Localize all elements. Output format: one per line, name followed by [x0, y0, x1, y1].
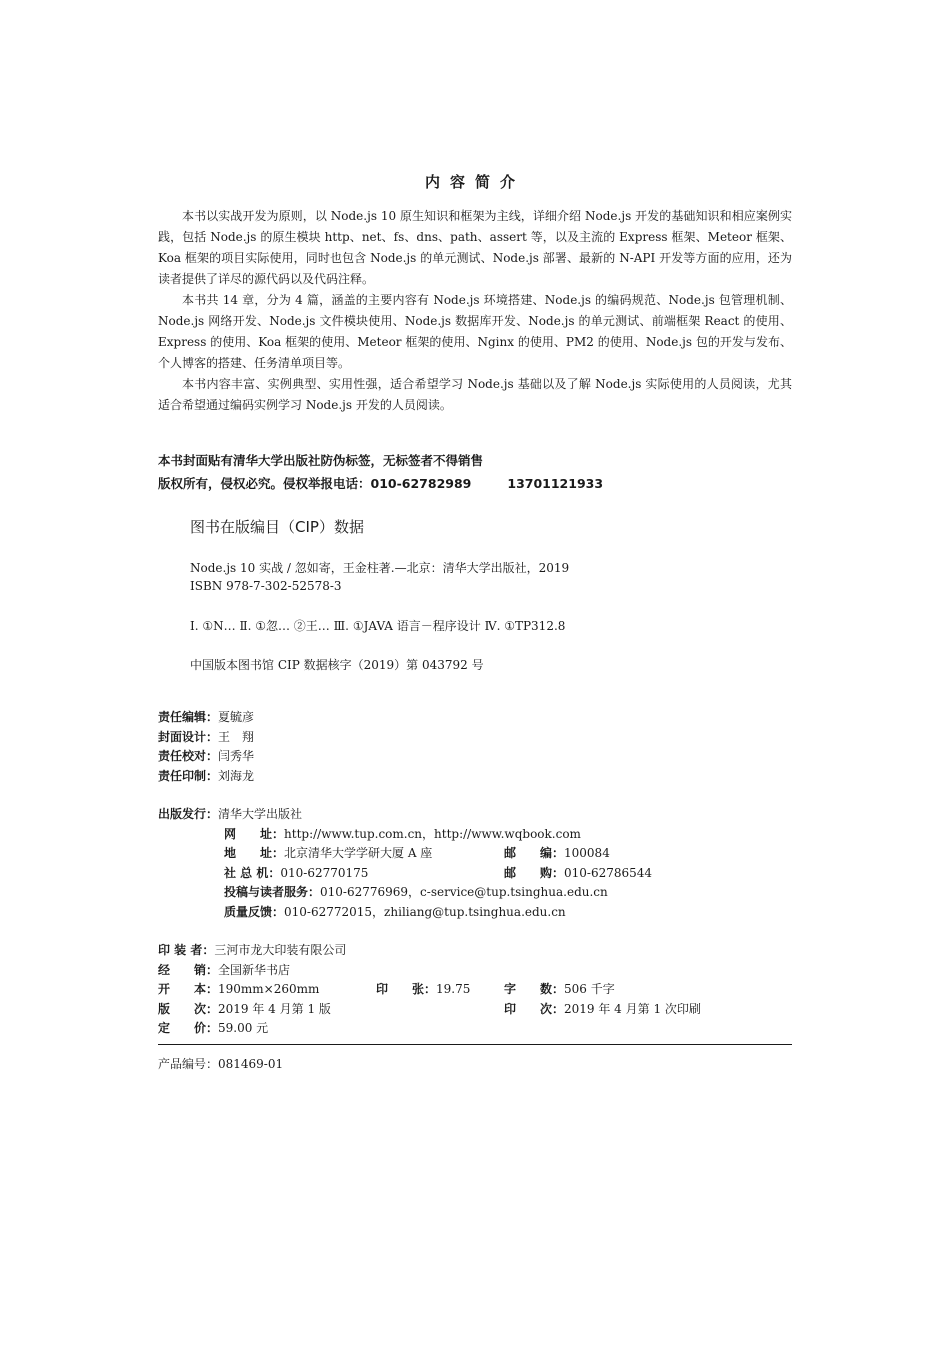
website-row — [158, 825, 792, 845]
feedback-row — [158, 903, 792, 923]
address-row — [158, 844, 792, 864]
printer-value: 三河市龙大印装有限公司 — [214, 943, 347, 957]
distributor-label: 经 销： — [158, 962, 219, 977]
sheets-value: 19.75 — [436, 982, 471, 996]
intro-paragraph: 本书以实战开发为原则，以 Node.js 10 原生知识和框架为主线，详细介绍 Node.js 开发的基础知识和相应案例实践，包括 Node.js 的原生模块 http、net、fs、dns、path、assert 等，以及主流的 Express 框架、Meteor 框架、Koa 框架的项目实际使用，同时也包含 Node.js 的单元测试、Node.js 部署、最新的 N-API 开发等方面的应用，还为读者提供了详尽的源代码以及代码注释。 — [158, 209, 792, 286]
staff-value: 夏毓彦 — [218, 710, 255, 724]
anti-counterfeit-note: 本书封面贴有清华大学出版社防伪标签，无标签者不得销售 — [158, 453, 484, 468]
cip-title: 图书在版编目（CIP）数据 — [190, 518, 364, 536]
impression-label: 印 次： — [504, 1001, 565, 1016]
website-label: 网 址： — [224, 826, 285, 841]
price-label: 定 价： — [158, 1021, 219, 1035]
service-label: 投稿与读者服务： — [224, 885, 321, 899]
section-title: 内容简介 — [424, 173, 525, 191]
staff-value: 刘海龙 — [218, 768, 255, 783]
intro-paragraph: 本书共 14 章，分为 4 篇，涵盖的主要内容有 Node.js 环境搭建、Node.js 的编码规范、Node.js 包管理机制、Node.js 网络开发、Node.js 文件模块使用、Node.js 数据库开发、Node.js 的单元测试、前端框架 React 的使用、Express 的使用、Koa 框架的使用、Meteor 框架的使用、Nginx 的使用、PM2 的使用、Node.js 包的开发与发布、个人博客的搭建、任务清单项目等。 — [158, 293, 792, 370]
postcode — [504, 844, 610, 864]
copyright-line — [158, 472, 603, 495]
publisher-label: 出版发行： — [158, 807, 219, 821]
mail-order — [504, 864, 652, 884]
address-label: 地 址： — [224, 846, 285, 860]
format-label: 开 本： — [158, 982, 219, 996]
intro-paragraph: 本书内容丰富、实例典型、实用性强，适合希望学习 Node.js 基础以及了解 Node.js 实际使用的人员阅读，尤其适合希望通过编码实例学习 Node.js 开发的人员阅读。 — [158, 377, 792, 412]
website-value: http://www.tup.com.cn，http://www.wqbook.com — [284, 826, 581, 841]
sheets — [376, 980, 470, 1000]
word-count-label: 字 数： — [504, 982, 565, 996]
staff-label: 责任印制： — [158, 768, 219, 783]
intro-text — [158, 206, 792, 416]
postcode-label: 邮 编： — [504, 846, 565, 860]
sheets-label: 印 张： — [376, 982, 437, 996]
feedback-label: 质量反馈： — [224, 904, 285, 919]
staff-row — [158, 747, 254, 767]
cip-bibliographic-line: Node.js 10 实战 / 忽如寄，王金柱著.—北京：清华大学出版社，2019 — [190, 561, 570, 575]
printer-label: 印 装 者： — [158, 943, 215, 957]
impression-value: 2019 年 4 月第 1 次印刷 — [564, 1001, 701, 1016]
staff-row — [158, 708, 254, 728]
staff-row — [158, 767, 254, 787]
cip-classification: Ⅰ. ①N… Ⅱ. ①忽… ②王… Ⅲ. ①JAVA 语言－程序设计 Ⅳ. ①TP312.8 — [190, 619, 566, 633]
mail-order-value: 010-62786544 — [564, 865, 653, 880]
printing-info — [158, 941, 792, 1039]
word-count — [504, 980, 615, 1000]
printer-row — [158, 941, 792, 961]
word-count-value: 506 千字 — [564, 982, 615, 996]
staff-label: 责任校对： — [158, 749, 219, 763]
distributor-value: 全国新华书店 — [218, 962, 291, 977]
switchboard-row — [158, 864, 792, 884]
staff-row — [158, 728, 254, 748]
staff-label: 封面设计： — [158, 729, 219, 744]
publisher-name: 清华大学出版社 — [218, 807, 303, 821]
staff-value: 闫秀华 — [218, 749, 255, 763]
copyright-text: 版权所有，侵权必究。侵权举报电话：010-62782989 — [158, 476, 472, 491]
publisher-row — [158, 805, 792, 825]
edition-row — [158, 1000, 792, 1020]
feedback-value: 010-62772015，zhiliang@tup.tsinghua.edu.cn — [284, 904, 566, 919]
mail-order-label: 邮 购： — [504, 865, 565, 880]
distributor-row — [158, 961, 792, 981]
copyright-notice — [158, 449, 603, 495]
staff-label: 责任编辑： — [158, 710, 219, 724]
postcode-value: 100084 — [564, 846, 610, 860]
staff-list — [158, 708, 254, 786]
publisher-info — [158, 805, 792, 922]
report-phone-2: 13701121933 — [507, 476, 604, 491]
service-row — [158, 883, 792, 903]
staff-value: 王 翔 — [218, 729, 255, 744]
divider-rule — [158, 1044, 792, 1045]
switchboard-label: 社 总 机： — [224, 865, 281, 880]
price-value: 59.00 元 — [218, 1021, 269, 1035]
address-value: 北京清华大学学研大厦 A 座 — [284, 846, 433, 860]
cip-isbn: ISBN 978-7-302-52578-3 — [190, 579, 342, 593]
format-row — [158, 980, 792, 1000]
edition-value: 2019 年 4 月第 1 版 — [218, 1001, 331, 1016]
service-value: 010-62776969，c-service@tup.tsinghua.edu.cn — [320, 885, 608, 899]
price-row — [158, 1019, 792, 1039]
format-value: 190mm×260mm — [218, 982, 320, 996]
product-number: 产品编号：081469-01 — [158, 1057, 284, 1071]
impression — [504, 1000, 701, 1020]
switchboard-value: 010-62770175 — [280, 865, 369, 880]
cip-record-number: 中国版本图书馆 CIP 数据核字（2019）第 043792 号 — [190, 658, 484, 672]
edition-label: 版 次： — [158, 1001, 219, 1016]
